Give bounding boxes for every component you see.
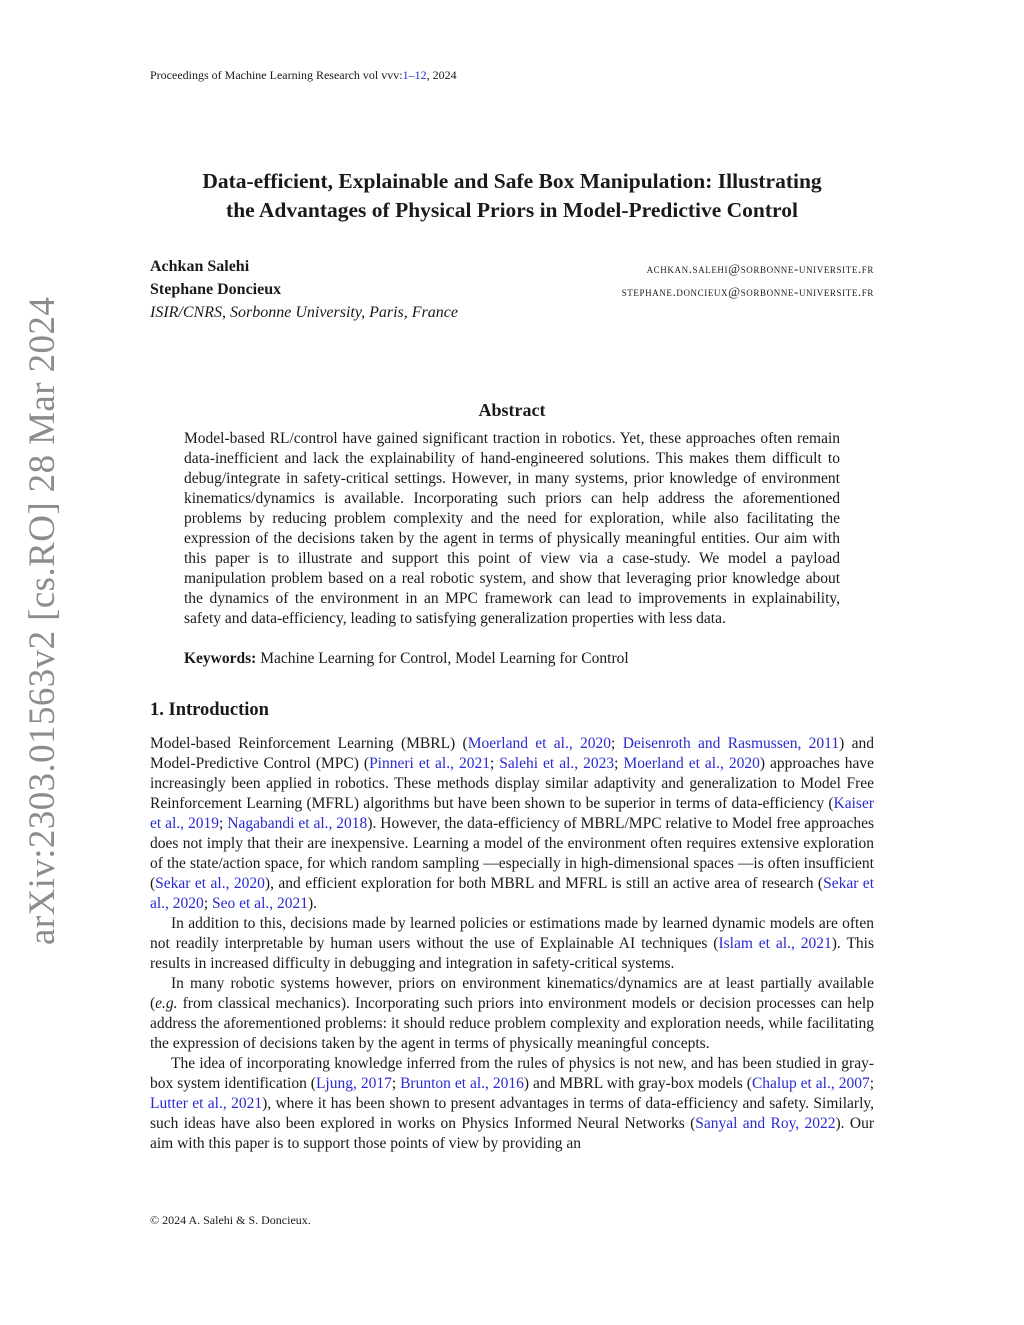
citation-link[interactable]: Ljung, 2017 xyxy=(315,1075,392,1092)
author-email-2[interactable]: stephane.doncieux@sorbonne-universite.fr xyxy=(621,284,874,299)
intro-paragraph: Model-based Reinforcement Learning (MBRL) (Moerland et al., 2020; Deisenroth and Rasmussen, 2011) and Model-Predictive Control (MPC) (Pinneri et al., 2021; Salehi et al., 2023; Moerland et al., 2020) approaches have increasingly been applied in robotics. These methods display similar adaptivity and generalization to Model Free Reinforcement Learning (MFRL) algorithms but have been shown to be superior in terms of data-efficiency (Kaiser et al., 2019; Nagabandi et al., 2018). However, the data-efficiency of MBRL/MPC relative to Model free approaches does not imply that their are inexpensive. Learning a model of the environment often requires extensive exploration of the state/action space, for which random sampling —especially in high-dimensional spaces —is often insufficient (Sekar et al., 2020), and efficient exploration for both MBRL and MFRL is still an active area of research (Sekar et al., 2020; Seo et al., 2021). xyxy=(150,735,874,912)
section-heading-introduction: 1. Introduction xyxy=(150,700,269,720)
title-line-2: the Advantages of Physical Priors in Model-Predictive Control xyxy=(226,198,798,222)
abstract-heading: Abstract xyxy=(478,400,546,420)
title-line-1: Data-efficient, Explainable and Safe Box Manipulation: Illustrating xyxy=(202,169,822,193)
citation-link[interactable]: Sanyal and Roy, 2022 xyxy=(695,1115,836,1132)
abstract-text: Model-based RL/control have gained significant traction in robotics. Yet, these approaches often remain data-inefficient and lack the explainability of hand-engineered solutions. This makes them difficult to debug/integrate in safety-critical settings. However, in many systems, prior knowledge of environment kinematics/dynamics is available. Incorporating such priors can help address the aforementioned problems by reducing problem complexity and the need for exploration, while also facilitating the expression of the decisions taken by the agent in terms of physically meaningful entities. Our aim with this paper is to illustrate and support this point of view via a case-study. We model a payload manipulation problem based on a real robotic system, and show that leveraging prior knowledge about the dynamics of the environment in an MPC framework can lead to improvements in explainability, safety and data-efficiency, leading to satisfying generalization properties with less data. xyxy=(184,430,840,627)
citation-link[interactable]: Sekar et al., 2020 xyxy=(155,875,265,892)
running-header xyxy=(150,68,457,83)
citation-link[interactable]: Salehi et al., 2023 xyxy=(499,755,615,772)
citation-link[interactable]: Lutter et al., 2021 xyxy=(150,1095,263,1112)
intro-paragraph: In addition to this, decisions made by learned policies or estimations made by learned dynamic models are often not readily interpretable by human users without the use of Explainable AI techniques (Islam et al., 2021). This results in increased difficulty in debugging and integration in safety-critical systems. xyxy=(150,915,874,972)
citation-link[interactable]: Kaiser et al., 2019 xyxy=(150,795,874,832)
citation-link[interactable]: Moerland et al., 2020 xyxy=(467,735,612,752)
header-year: , 2024 xyxy=(426,68,457,82)
affiliation: ISIR/CNRS, Sorbonne University, Paris, France xyxy=(150,304,458,321)
introduction-body xyxy=(150,734,874,1154)
header-pages-link[interactable]: 1–12 xyxy=(402,68,427,82)
author-name-1: Achkan Salehi xyxy=(150,258,250,275)
keywords xyxy=(184,650,840,668)
citation-link[interactable]: Pinneri et al., 2021 xyxy=(369,755,490,772)
citation-link[interactable]: Brunton et al., 2016 xyxy=(400,1075,524,1092)
citation-link[interactable]: Nagabandi et al., 2018 xyxy=(227,815,368,832)
paper-title xyxy=(150,167,874,225)
arxiv-stamp: arXiv:2303.01563v2 [cs.RO] 28 Mar 2024 xyxy=(22,296,63,945)
keywords-label: Keywords: xyxy=(184,650,257,667)
author-name-2: Stephane Doncieux xyxy=(150,281,282,298)
copyright-footer: © 2024 A. Salehi & S. Doncieux. xyxy=(150,1213,311,1227)
keywords-list: Machine Learning for Control, Model Learning for Control xyxy=(260,650,629,667)
citation-link[interactable]: Chalup et al., 2007 xyxy=(751,1075,870,1092)
author-email-1[interactable]: achkan.salehi@sorbonne-universite.fr xyxy=(646,261,874,276)
intro-paragraph: The idea of incorporating knowledge inferred from the rules of physics is not new, and has been studied in gray-box system identification (Ljung, 2017; Brunton et al., 2016) and MBRL with gray-box models (Chalup et al., 2007; Lutter et al., 2021), where it has been shown to present advantages in terms of data-efficiency and safety. Similarly, such ideas have also been explored in works on Physics Informed Neural Networks (Sanyal and Roy, 2022). Our aim with this paper is to support those points of view by providing an xyxy=(150,1055,875,1152)
citation-link[interactable]: Moerland et al., 2020 xyxy=(623,755,760,772)
citation-link[interactable]: Sekar et al., 2020 xyxy=(150,875,874,912)
header-prefix: Proceedings of Machine Learning Research vol vvv: xyxy=(150,68,403,82)
citation-link[interactable]: Deisenroth and Rasmussen, 2011 xyxy=(622,735,840,752)
intro-paragraph: In many robotic systems however, priors on environment kinematics/dynamics are at least partially available (e.g. from classical mechanics). Incorporating such priors into environment models or decision processes can help address the aforementioned problems: it should reduce problem complexity and exploration needs, while facilitating the expression of decisions taken by the agent in terms of physically meaningful concepts. xyxy=(150,975,874,1052)
italic-text: e.g. xyxy=(155,995,178,1012)
citation-link[interactable]: Seo et al., 2021 xyxy=(212,895,308,912)
citation-link[interactable]: Islam et al., 2021 xyxy=(718,935,832,952)
